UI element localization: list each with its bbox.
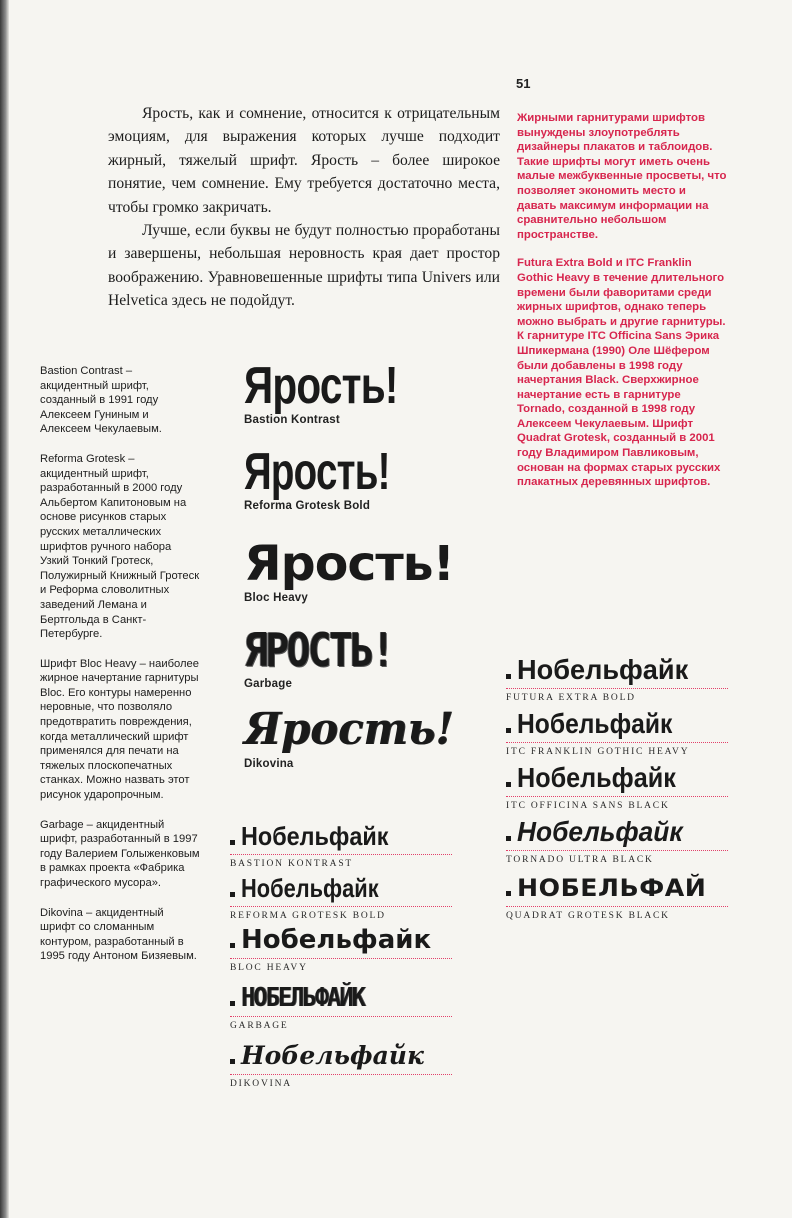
dotted-rule bbox=[230, 906, 452, 907]
dotted-rule bbox=[506, 742, 728, 743]
caption-garbage: Garbage – акцидентный шрифт, разработанный в 1997 году Валерием Голыженковым в рамках проекта «Фабрика графического мусора». bbox=[40, 818, 200, 889]
specimen-label: Bloc Heavy bbox=[244, 592, 309, 604]
sample-word: Нобельфайк bbox=[517, 708, 673, 739]
bullet-icon bbox=[506, 674, 511, 679]
sample-row-right bbox=[506, 818, 728, 865]
bullet-icon bbox=[230, 892, 235, 897]
body-text bbox=[108, 102, 500, 313]
caption-dikovina: Dikovina – акцидентный шрифт со сломанным контуром, разработанный в 1995 году Антоном Бизяевым. bbox=[40, 906, 197, 963]
sample-word: НОБЕЛЬФАЙ bbox=[517, 874, 707, 902]
sample-row-left bbox=[230, 822, 452, 869]
dotted-rule bbox=[230, 1016, 452, 1017]
bullet-icon bbox=[506, 891, 511, 896]
sample-word: Нобельфайк bbox=[517, 816, 683, 847]
specimen-label: Garbage bbox=[244, 678, 293, 690]
sample-word: Нобельфайк bbox=[241, 925, 432, 955]
sample-word: Нобельфайк bbox=[517, 762, 676, 793]
sample-label: BLOC HEAVY bbox=[230, 963, 308, 973]
sample-label: REFORMA GROTESK BOLD bbox=[230, 911, 386, 921]
specimen-garbage bbox=[244, 624, 417, 690]
sample-label: QUADRAT GROTESK BLACK bbox=[506, 911, 670, 921]
bullet-icon bbox=[230, 1001, 235, 1006]
sidebar-notes bbox=[517, 111, 727, 504]
sample-row-right bbox=[506, 710, 728, 757]
page-number: 51 bbox=[516, 76, 531, 91]
caption-reforma: Reforma Grotesk – акцидентный шрифт, разработанный в 2000 году Альбертом Капитоновым на основе рисунков старых русских металлических шрифтов ручного набора Узкий Тонкий Гротеск, Полужирный Книжный Гротеск и Реформа словолитных заведений Лемана и Бертгольда в Санкт-Петербурге. bbox=[40, 452, 200, 641]
sample-row-left bbox=[230, 926, 452, 973]
bullet-icon bbox=[506, 782, 511, 787]
specimen-label: Dikovina bbox=[244, 758, 294, 770]
body-paragraph: Лучше, если буквы не будут полностью проработаны и завершены, небольшая неровность края дает простор воображению. Уравновешенные шрифты типа Univers или Helvetica здесь не подойдут. bbox=[108, 222, 500, 310]
sample-label: ITC FRANKLIN GOTHIC HEAVY bbox=[506, 747, 690, 757]
sample-word: Нобельфайк bbox=[241, 1041, 424, 1070]
dotted-rule bbox=[506, 906, 728, 907]
specimen-label: Reforma Grotesk Bold bbox=[244, 500, 371, 512]
caption-bloc: Шрифт Bloc Heavy – наиболее жирное начертание гарнитуры Bloc. Его контуры намеренно неровные, что позволяло предотвратить повреждения, когда металлический шрифт применялся для печати на тяжелых плоскопечатных станках. Можно назвать этот рисунок ударопрочным. bbox=[40, 657, 199, 802]
specimen-word: Ярость! bbox=[244, 704, 454, 755]
caption-bastion: Bastion Contrast – акцидентный шрифт, созданный в 1991 году Алексеем Гуниным и Алексеем Чекулаевым. bbox=[40, 365, 162, 436]
dotted-rule bbox=[230, 854, 452, 855]
specimen-bastion bbox=[244, 357, 441, 426]
sample-label: DIKOVINA bbox=[230, 1079, 292, 1089]
specimen-word: Ярость! bbox=[244, 536, 454, 592]
specimen-label: Bastion Kontrast bbox=[244, 414, 340, 426]
sample-row-right bbox=[506, 656, 728, 703]
dotted-rule bbox=[506, 688, 728, 689]
specimen-bloc bbox=[244, 536, 454, 604]
dotted-rule bbox=[506, 796, 728, 797]
bullet-icon bbox=[506, 728, 511, 733]
sample-word: Нобельфайк bbox=[517, 654, 689, 685]
sample-label: ITC OFFICINA SANS BLACK bbox=[506, 801, 670, 811]
specimen-reforma bbox=[244, 443, 441, 512]
sample-row-right bbox=[506, 764, 728, 811]
dotted-rule bbox=[230, 1074, 452, 1075]
dotted-rule bbox=[506, 850, 728, 851]
bullet-icon bbox=[230, 943, 235, 948]
sample-row-left bbox=[230, 874, 452, 921]
sample-label: GARBAGE bbox=[230, 1021, 289, 1031]
specimen-word: Ярость! bbox=[244, 443, 390, 501]
specimen-word: Ярость! bbox=[244, 357, 398, 415]
bullet-icon bbox=[506, 836, 511, 841]
body-paragraph: Ярость, как и сомнение, относится к отрицательным эмоциям, для выражения которых лучше подходит жирный, тяжелый шрифт. Ярость – более широкое понятие, чем сомнение. Ему требуется достаточно места, чтобы громко закричать. bbox=[108, 105, 500, 216]
sample-row-left bbox=[230, 1042, 452, 1089]
sample-label: FUTURA EXTRA BOLD bbox=[506, 693, 636, 703]
specimen-dikovina bbox=[244, 704, 465, 770]
bullet-icon bbox=[230, 840, 235, 845]
sample-word: Нобельфайк bbox=[241, 821, 389, 851]
red-note: Жирными гарнитурами шрифтов вынуждены злоупотреблять дизайнеры плакатов и таблоидов. Такие шрифты могут иметь очень малые межбуквенные просветы, что позволяет экономить место и давать максимум информации на сравнительно небольшом пространстве. bbox=[517, 112, 727, 241]
dotted-rule bbox=[230, 958, 452, 959]
page-binding-edge bbox=[0, 0, 9, 1218]
sample-label: BASTION KONTRAST bbox=[230, 859, 354, 869]
sample-word: Нобельфайк bbox=[241, 873, 379, 903]
specimen-word: ЯРОСТЬ! bbox=[244, 623, 393, 677]
sample-row-left bbox=[230, 984, 452, 1031]
sample-row-right bbox=[506, 874, 728, 921]
red-note: Futura Extra Bold и ITC Franklin Gothic Heavy в течение длительного времени были фаворитами среди жирных шрифтов, однако теперь можно выбрать и другие гарнитуры. К гарнитуре ITC Officina Sans Эрика Шпикермана (1990) Оле Шёфером были добавлены в 1998 году начертания Black. Сверхжирное начертание есть в гарнитуре Tornado, созданной в 1998 году Алексеем Чекулаевым. Шрифт Quadrat Grotesk, созданный в 2001 году Владимиром Павликовым, основан на формах старых русских плакатных деревянных шрифтов. bbox=[517, 257, 726, 489]
bullet-icon bbox=[230, 1059, 235, 1064]
font-captions bbox=[40, 364, 200, 979]
sample-word: НОБЕЛЬФАЙК bbox=[241, 983, 364, 1013]
sample-label: TORNADO ULTRA BLACK bbox=[506, 855, 654, 865]
